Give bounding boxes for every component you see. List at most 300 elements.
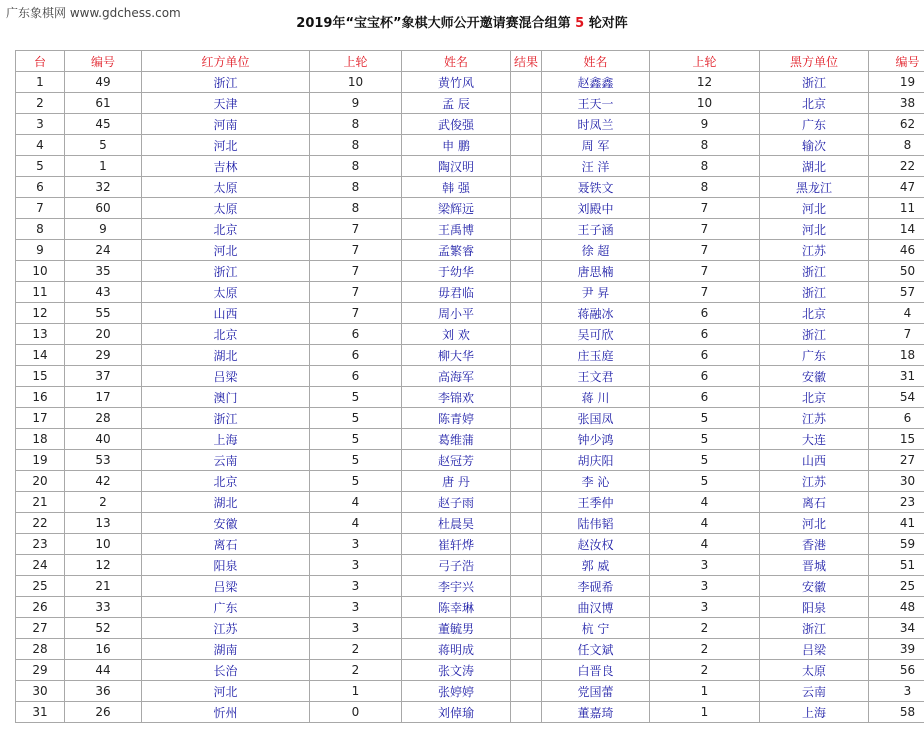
cell-board: 13 [16, 324, 65, 345]
cell-black-last-round: 4 [650, 534, 760, 555]
cell-result [511, 156, 542, 177]
cell-black-team: 黑龙江 [760, 177, 869, 198]
cell-black-number: 59 [869, 534, 924, 555]
cell-black-number: 8 [869, 135, 924, 156]
cell-red-team: 太原 [142, 177, 310, 198]
cell-black-number: 18 [869, 345, 924, 366]
cell-black-name: 吴可欣 [542, 324, 650, 345]
cell-result [511, 702, 542, 723]
cell-black-last-round: 8 [650, 135, 760, 156]
cell-black-name: 钟少鸿 [542, 429, 650, 450]
cell-red-name: 李锦欢 [402, 387, 511, 408]
cell-black-last-round: 8 [650, 156, 760, 177]
cell-black-last-round: 7 [650, 282, 760, 303]
cell-black-team: 江苏 [760, 471, 869, 492]
cell-red-number: 17 [65, 387, 142, 408]
cell-board: 2 [16, 93, 65, 114]
table-row [16, 324, 924, 345]
cell-red-team: 北京 [142, 471, 310, 492]
header-black-team: 黑方单位 [760, 51, 869, 72]
cell-red-name: 赵冠芳 [402, 450, 511, 471]
cell-black-last-round: 5 [650, 471, 760, 492]
cell-black-number: 11 [869, 198, 924, 219]
cell-black-last-round: 7 [650, 261, 760, 282]
pairing-table [15, 50, 924, 723]
cell-black-last-round: 6 [650, 345, 760, 366]
cell-black-number: 31 [869, 366, 924, 387]
cell-red-number: 45 [65, 114, 142, 135]
table-row [16, 660, 924, 681]
cell-result [511, 303, 542, 324]
cell-red-number: 42 [65, 471, 142, 492]
cell-red-team: 河北 [142, 135, 310, 156]
table-row [16, 681, 924, 702]
cell-black-team: 太原 [760, 660, 869, 681]
cell-result [511, 555, 542, 576]
cell-board: 30 [16, 681, 65, 702]
cell-board: 6 [16, 177, 65, 198]
cell-red-number: 44 [65, 660, 142, 681]
cell-red-last-round: 8 [310, 156, 402, 177]
cell-black-last-round: 7 [650, 198, 760, 219]
cell-red-number: 20 [65, 324, 142, 345]
cell-red-team: 太原 [142, 198, 310, 219]
cell-board: 18 [16, 429, 65, 450]
cell-board: 8 [16, 219, 65, 240]
cell-result [511, 72, 542, 93]
cell-black-name: 任文斌 [542, 639, 650, 660]
cell-red-team: 长治 [142, 660, 310, 681]
cell-board: 29 [16, 660, 65, 681]
cell-black-number: 57 [869, 282, 924, 303]
cell-black-last-round: 10 [650, 93, 760, 114]
cell-red-name: 毋君临 [402, 282, 511, 303]
cell-red-number: 53 [65, 450, 142, 471]
table-row [16, 555, 924, 576]
cell-result [511, 450, 542, 471]
cell-black-last-round: 2 [650, 618, 760, 639]
cell-black-team: 香港 [760, 534, 869, 555]
cell-black-number: 3 [869, 681, 924, 702]
cell-red-number: 29 [65, 345, 142, 366]
cell-black-number: 15 [869, 429, 924, 450]
cell-red-number: 13 [65, 513, 142, 534]
cell-red-number: 21 [65, 576, 142, 597]
table-row [16, 156, 924, 177]
cell-black-number: 23 [869, 492, 924, 513]
cell-board: 17 [16, 408, 65, 429]
cell-red-name: 董毓男 [402, 618, 511, 639]
cell-black-team: 晋城 [760, 555, 869, 576]
cell-black-name: 王文君 [542, 366, 650, 387]
cell-black-number: 14 [869, 219, 924, 240]
cell-black-name: 董嘉琦 [542, 702, 650, 723]
cell-red-last-round: 5 [310, 387, 402, 408]
cell-red-name: 弓子浩 [402, 555, 511, 576]
cell-black-team: 安徽 [760, 576, 869, 597]
cell-red-name: 陈幸琳 [402, 597, 511, 618]
cell-black-name: 赵汝权 [542, 534, 650, 555]
cell-black-last-round: 1 [650, 702, 760, 723]
cell-black-team: 浙江 [760, 282, 869, 303]
cell-black-name: 唐思楠 [542, 261, 650, 282]
cell-board: 10 [16, 261, 65, 282]
cell-black-name: 王天一 [542, 93, 650, 114]
cell-red-last-round: 7 [310, 219, 402, 240]
cell-red-team: 澳门 [142, 387, 310, 408]
cell-red-team: 吕梁 [142, 366, 310, 387]
cell-red-number: 52 [65, 618, 142, 639]
cell-black-number: 25 [869, 576, 924, 597]
cell-red-name: 张婷婷 [402, 681, 511, 702]
cell-red-name: 黄竹风 [402, 72, 511, 93]
cell-black-name: 白晋良 [542, 660, 650, 681]
cell-black-number: 51 [869, 555, 924, 576]
cell-red-team: 阳泉 [142, 555, 310, 576]
cell-board: 23 [16, 534, 65, 555]
cell-black-last-round: 3 [650, 555, 760, 576]
table-row [16, 408, 924, 429]
cell-black-name: 李 沁 [542, 471, 650, 492]
cell-result [511, 681, 542, 702]
cell-black-team: 浙江 [760, 72, 869, 93]
cell-red-last-round: 5 [310, 450, 402, 471]
cell-board: 7 [16, 198, 65, 219]
cell-red-name: 杜晨昊 [402, 513, 511, 534]
cell-black-team: 北京 [760, 303, 869, 324]
table-header-row [16, 51, 924, 72]
cell-result [511, 492, 542, 513]
cell-board: 28 [16, 639, 65, 660]
cell-red-last-round: 10 [310, 72, 402, 93]
cell-red-last-round: 3 [310, 555, 402, 576]
header-red-team: 红方单位 [142, 51, 310, 72]
cell-black-team: 广东 [760, 114, 869, 135]
cell-black-last-round: 6 [650, 303, 760, 324]
table-row [16, 618, 924, 639]
cell-black-number: 50 [869, 261, 924, 282]
round-number: 5 [575, 16, 585, 31]
table-row [16, 240, 924, 261]
table-row [16, 366, 924, 387]
cell-red-team: 天津 [142, 93, 310, 114]
cell-red-number: 9 [65, 219, 142, 240]
cell-result [511, 576, 542, 597]
cell-red-number: 35 [65, 261, 142, 282]
cell-red-number: 10 [65, 534, 142, 555]
cell-black-last-round: 3 [650, 597, 760, 618]
table-row [16, 219, 924, 240]
cell-black-team: 浙江 [760, 324, 869, 345]
cell-board: 21 [16, 492, 65, 513]
cell-black-name: 杭 宁 [542, 618, 650, 639]
cell-black-name: 党国蕾 [542, 681, 650, 702]
cell-red-last-round: 8 [310, 177, 402, 198]
table-row [16, 345, 924, 366]
cell-black-last-round: 4 [650, 513, 760, 534]
cell-black-name: 王季仲 [542, 492, 650, 513]
cell-board: 5 [16, 156, 65, 177]
cell-black-number: 47 [869, 177, 924, 198]
cell-black-last-round: 9 [650, 114, 760, 135]
cell-black-number: 22 [869, 156, 924, 177]
cell-result [511, 114, 542, 135]
cell-black-team: 大连 [760, 429, 869, 450]
cell-red-team: 北京 [142, 219, 310, 240]
cell-red-number: 12 [65, 555, 142, 576]
cell-red-name: 于幼华 [402, 261, 511, 282]
cell-red-team: 云南 [142, 450, 310, 471]
cell-red-last-round: 8 [310, 135, 402, 156]
cell-board: 19 [16, 450, 65, 471]
table-row [16, 471, 924, 492]
cell-black-last-round: 12 [650, 72, 760, 93]
table-row [16, 303, 924, 324]
cell-board: 9 [16, 240, 65, 261]
cell-black-team: 河北 [760, 219, 869, 240]
cell-red-team: 湖北 [142, 345, 310, 366]
cell-black-team: 北京 [760, 93, 869, 114]
cell-red-last-round: 5 [310, 471, 402, 492]
cell-black-team: 北京 [760, 387, 869, 408]
cell-red-team: 河南 [142, 114, 310, 135]
cell-black-number: 56 [869, 660, 924, 681]
cell-red-last-round: 8 [310, 114, 402, 135]
cell-red-last-round: 7 [310, 261, 402, 282]
cell-black-last-round: 5 [650, 429, 760, 450]
table-row [16, 429, 924, 450]
table-row [16, 702, 924, 723]
cell-board: 11 [16, 282, 65, 303]
cell-result [511, 324, 542, 345]
cell-black-number: 62 [869, 114, 924, 135]
header-black-last-round: 上轮 [650, 51, 760, 72]
cell-black-name: 汪 洋 [542, 156, 650, 177]
cell-black-name: 陆伟韬 [542, 513, 650, 534]
cell-black-team: 江苏 [760, 408, 869, 429]
cell-red-last-round: 5 [310, 429, 402, 450]
cell-board: 22 [16, 513, 65, 534]
table-row [16, 492, 924, 513]
cell-red-name: 梁辉远 [402, 198, 511, 219]
cell-result [511, 177, 542, 198]
cell-red-name: 申 鹏 [402, 135, 511, 156]
cell-black-team: 安徽 [760, 366, 869, 387]
cell-board: 25 [16, 576, 65, 597]
table-row [16, 450, 924, 471]
cell-red-last-round: 2 [310, 660, 402, 681]
cell-red-number: 33 [65, 597, 142, 618]
cell-board: 16 [16, 387, 65, 408]
cell-result [511, 219, 542, 240]
cell-result [511, 282, 542, 303]
cell-red-name: 柳大华 [402, 345, 511, 366]
table-row [16, 513, 924, 534]
cell-black-number: 41 [869, 513, 924, 534]
cell-black-team: 输次 [760, 135, 869, 156]
cell-red-number: 1 [65, 156, 142, 177]
cell-red-team: 离石 [142, 534, 310, 555]
cell-black-team: 河北 [760, 198, 869, 219]
cell-red-number: 37 [65, 366, 142, 387]
cell-red-name: 王禹博 [402, 219, 511, 240]
cell-red-team: 吉林 [142, 156, 310, 177]
cell-result [511, 534, 542, 555]
cell-red-name: 蒋明成 [402, 639, 511, 660]
cell-black-number: 4 [869, 303, 924, 324]
cell-red-team: 浙江 [142, 261, 310, 282]
title-prefix: 2019年“宝宝杯”象棋大师公开邀请赛混合组第 [296, 16, 571, 31]
table-row [16, 534, 924, 555]
cell-board: 27 [16, 618, 65, 639]
table-row [16, 576, 924, 597]
cell-result [511, 660, 542, 681]
cell-red-number: 5 [65, 135, 142, 156]
cell-red-team: 湖北 [142, 492, 310, 513]
table-row [16, 114, 924, 135]
cell-red-last-round: 6 [310, 324, 402, 345]
cell-red-last-round: 2 [310, 639, 402, 660]
cell-red-name: 赵子雨 [402, 492, 511, 513]
cell-black-name: 蒋融冰 [542, 303, 650, 324]
table-row [16, 135, 924, 156]
cell-red-last-round: 7 [310, 240, 402, 261]
cell-black-number: 30 [869, 471, 924, 492]
cell-red-number: 24 [65, 240, 142, 261]
cell-black-last-round: 5 [650, 408, 760, 429]
cell-black-number: 19 [869, 72, 924, 93]
cell-red-number: 2 [65, 492, 142, 513]
cell-board: 31 [16, 702, 65, 723]
cell-red-last-round: 3 [310, 534, 402, 555]
cell-red-number: 26 [65, 702, 142, 723]
cell-red-last-round: 3 [310, 618, 402, 639]
cell-board: 20 [16, 471, 65, 492]
cell-black-team: 上海 [760, 702, 869, 723]
table-row [16, 72, 924, 93]
cell-result [511, 345, 542, 366]
header-result: 结果 [511, 51, 542, 72]
table-row [16, 198, 924, 219]
cell-red-team: 浙江 [142, 72, 310, 93]
cell-red-team: 安徽 [142, 513, 310, 534]
cell-board: 3 [16, 114, 65, 135]
cell-red-number: 55 [65, 303, 142, 324]
cell-red-team: 湖南 [142, 639, 310, 660]
cell-black-last-round: 2 [650, 660, 760, 681]
cell-result [511, 366, 542, 387]
cell-red-team: 吕梁 [142, 576, 310, 597]
cell-result [511, 198, 542, 219]
cell-result [511, 597, 542, 618]
cell-black-name: 刘殿中 [542, 198, 650, 219]
cell-red-name: 葛维蒲 [402, 429, 511, 450]
cell-black-last-round: 7 [650, 219, 760, 240]
cell-red-name: 张文涛 [402, 660, 511, 681]
cell-black-number: 27 [869, 450, 924, 471]
table-row [16, 177, 924, 198]
cell-black-number: 6 [869, 408, 924, 429]
cell-red-name: 李宇兴 [402, 576, 511, 597]
cell-red-team: 广东 [142, 597, 310, 618]
cell-red-team: 太原 [142, 282, 310, 303]
cell-black-last-round: 6 [650, 366, 760, 387]
cell-black-name: 曲汉博 [542, 597, 650, 618]
header-red-name: 姓名 [402, 51, 511, 72]
cell-red-last-round: 9 [310, 93, 402, 114]
cell-black-name: 郭 威 [542, 555, 650, 576]
cell-red-number: 60 [65, 198, 142, 219]
cell-red-team: 上海 [142, 429, 310, 450]
cell-black-number: 54 [869, 387, 924, 408]
cell-red-last-round: 7 [310, 303, 402, 324]
table-row [16, 261, 924, 282]
cell-black-last-round: 4 [650, 492, 760, 513]
cell-black-name: 李砚希 [542, 576, 650, 597]
cell-black-last-round: 7 [650, 240, 760, 261]
cell-board: 1 [16, 72, 65, 93]
cell-red-number: 49 [65, 72, 142, 93]
cell-board: 15 [16, 366, 65, 387]
cell-red-last-round: 4 [310, 513, 402, 534]
cell-black-team: 浙江 [760, 261, 869, 282]
page-title [0, 12, 924, 31]
cell-black-last-round: 8 [650, 177, 760, 198]
site-watermark: 广东象棋网 www.gdchess.com [6, 6, 181, 20]
cell-black-last-round: 2 [650, 639, 760, 660]
cell-black-last-round: 6 [650, 324, 760, 345]
cell-black-name: 赵鑫鑫 [542, 72, 650, 93]
cell-black-name: 胡庆阳 [542, 450, 650, 471]
header-red-last-round: 上轮 [310, 51, 402, 72]
table-row [16, 387, 924, 408]
cell-red-name: 韩 强 [402, 177, 511, 198]
cell-red-name: 武俊强 [402, 114, 511, 135]
cell-red-name: 陶汉明 [402, 156, 511, 177]
cell-black-name: 张国凤 [542, 408, 650, 429]
cell-red-number: 16 [65, 639, 142, 660]
cell-red-last-round: 4 [310, 492, 402, 513]
cell-red-number: 28 [65, 408, 142, 429]
table-row [16, 93, 924, 114]
cell-board: 14 [16, 345, 65, 366]
cell-red-last-round: 1 [310, 681, 402, 702]
cell-black-last-round: 5 [650, 450, 760, 471]
cell-black-team: 河北 [760, 513, 869, 534]
cell-black-number: 39 [869, 639, 924, 660]
cell-black-last-round: 6 [650, 387, 760, 408]
cell-board: 12 [16, 303, 65, 324]
cell-red-last-round: 8 [310, 198, 402, 219]
cell-black-team: 广东 [760, 345, 869, 366]
cell-black-number: 48 [869, 597, 924, 618]
cell-red-name: 唐 丹 [402, 471, 511, 492]
cell-result [511, 429, 542, 450]
table-row [16, 597, 924, 618]
cell-result [511, 240, 542, 261]
cell-red-number: 36 [65, 681, 142, 702]
cell-red-last-round: 3 [310, 576, 402, 597]
cell-black-number: 46 [869, 240, 924, 261]
cell-red-last-round: 6 [310, 366, 402, 387]
header-red-number: 编号 [65, 51, 142, 72]
cell-result [511, 93, 542, 114]
cell-board: 4 [16, 135, 65, 156]
cell-board: 24 [16, 555, 65, 576]
cell-red-name: 陈青婷 [402, 408, 511, 429]
cell-black-number: 34 [869, 618, 924, 639]
cell-red-team: 浙江 [142, 408, 310, 429]
